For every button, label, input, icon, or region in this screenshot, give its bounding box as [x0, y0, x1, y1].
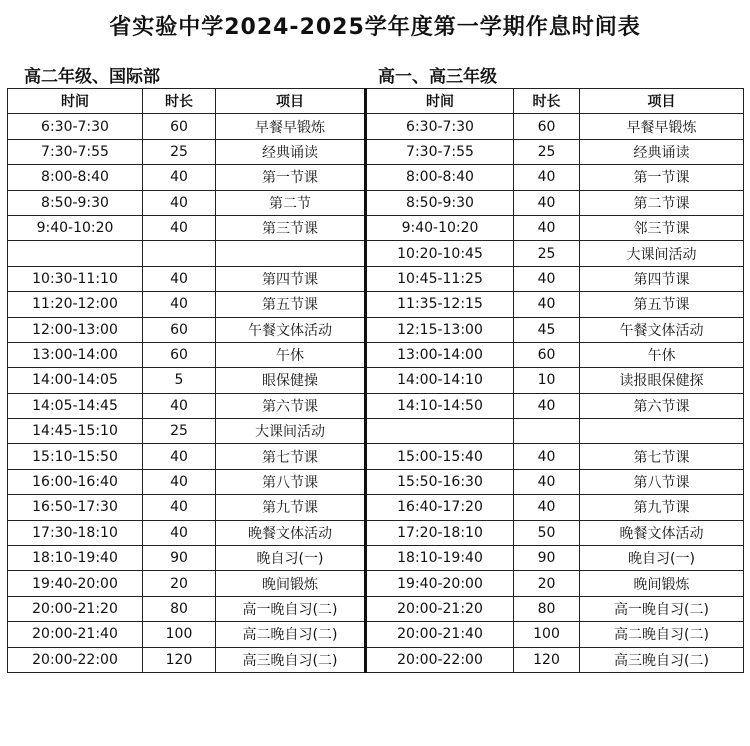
right-time-cell: 16:40-17:20	[366, 495, 514, 520]
right-duration-cell: 25	[514, 241, 580, 266]
left-duration-cell: 20	[143, 571, 216, 596]
right-item-cell: 早餐早锻炼	[580, 114, 744, 139]
left-item-cell: 第七节课	[216, 444, 366, 469]
left-duration-cell: 120	[143, 647, 216, 672]
right-time-cell: 14:00-14:10	[366, 368, 514, 393]
left-duration-cell: 100	[143, 622, 216, 647]
left-time-cell: 20:00-22:00	[8, 647, 143, 672]
right-item-cell: 邻三节课	[580, 215, 744, 240]
right-time-cell: 9:40-10:20	[366, 215, 514, 240]
right-time-cell: 10:45-11:25	[366, 266, 514, 291]
left-item-cell: 晚自习(一)	[216, 546, 366, 571]
right-duration-cell: 80	[514, 596, 580, 621]
right-duration-cell: 40	[514, 469, 580, 494]
left-group-label: 高二年级、国际部	[24, 67, 160, 87]
left-time-cell: 15:10-15:50	[8, 444, 143, 469]
right-time-cell: 7:30-7:55	[366, 139, 514, 164]
right-item-cell: 第七节课	[580, 444, 744, 469]
left-duration-cell: 60	[143, 342, 216, 367]
left-duration-cell: 40	[143, 495, 216, 520]
right-time-cell: 11:35-12:15	[366, 292, 514, 317]
table-row	[8, 241, 744, 266]
right-item-cell: 高二晚自习(二)	[580, 622, 744, 647]
right-item-header: 项目	[580, 89, 744, 114]
right-item-cell: 晚自习(一)	[580, 546, 744, 571]
right-duration-cell: 40	[514, 292, 580, 317]
table-row	[8, 317, 744, 342]
right-item-cell: 第一节课	[580, 165, 744, 190]
right-time-cell: 20:00-21:20	[366, 596, 514, 621]
left-time-header: 时间	[8, 89, 143, 114]
right-time-cell: 6:30-7:30	[366, 114, 514, 139]
left-duration-cell: 40	[143, 165, 216, 190]
right-item-cell: 第二节课	[580, 190, 744, 215]
left-duration-cell: 90	[143, 546, 216, 571]
left-duration-cell: 80	[143, 596, 216, 621]
left-duration-cell: 40	[143, 393, 216, 418]
right-item-cell: 第五节课	[580, 292, 744, 317]
right-duration-cell: 25	[514, 139, 580, 164]
left-duration-cell: 5	[143, 368, 216, 393]
table-row	[8, 495, 744, 520]
right-duration-header: 时长	[514, 89, 580, 114]
right-duration-cell	[514, 419, 580, 444]
right-duration-cell: 40	[514, 215, 580, 240]
left-item-cell: 晚间锻炼	[216, 571, 366, 596]
left-time-cell: 14:00-14:05	[8, 368, 143, 393]
left-duration-cell: 40	[143, 520, 216, 545]
right-duration-cell: 10	[514, 368, 580, 393]
left-time-cell	[8, 241, 143, 266]
right-time-cell: 15:50-16:30	[366, 469, 514, 494]
left-item-cell: 第六节课	[216, 393, 366, 418]
right-item-cell: 高一晚自习(二)	[580, 596, 744, 621]
right-time-header: 时间	[366, 89, 514, 114]
left-duration-cell: 25	[143, 419, 216, 444]
right-time-cell	[366, 419, 514, 444]
right-item-cell: 第六节课	[580, 393, 744, 418]
left-duration-cell: 40	[143, 190, 216, 215]
left-time-cell: 13:00-14:00	[8, 342, 143, 367]
right-item-cell: 午餐文体活动	[580, 317, 744, 342]
left-item-cell: 眼保健操	[216, 368, 366, 393]
left-duration-cell: 40	[143, 469, 216, 494]
right-item-cell: 第九节课	[580, 495, 744, 520]
left-item-cell: 经典诵读	[216, 139, 366, 164]
left-item-cell: 第二节	[216, 190, 366, 215]
left-time-cell: 11:20-12:00	[8, 292, 143, 317]
left-time-cell: 18:10-19:40	[8, 546, 143, 571]
right-item-cell: 读报眼保健探	[580, 368, 744, 393]
right-duration-cell: 60	[514, 342, 580, 367]
left-time-cell: 7:30-7:55	[8, 139, 143, 164]
table-row	[8, 215, 744, 240]
left-item-cell: 午休	[216, 342, 366, 367]
left-time-cell: 16:00-16:40	[8, 469, 143, 494]
right-duration-cell: 40	[514, 266, 580, 291]
left-duration-cell: 25	[143, 139, 216, 164]
left-time-cell: 9:40-10:20	[8, 215, 143, 240]
left-time-cell: 8:50-9:30	[8, 190, 143, 215]
right-duration-cell: 45	[514, 317, 580, 342]
left-time-cell: 19:40-20:00	[8, 571, 143, 596]
right-item-cell	[580, 419, 744, 444]
table-row	[8, 647, 744, 672]
table-row	[8, 114, 744, 139]
left-item-cell: 晚餐文体活动	[216, 520, 366, 545]
right-time-cell: 19:40-20:00	[366, 571, 514, 596]
right-item-cell: 第八节课	[580, 469, 744, 494]
left-duration-cell: 40	[143, 266, 216, 291]
table-row	[8, 368, 744, 393]
right-time-cell: 8:00-8:40	[366, 165, 514, 190]
right-time-cell: 20:00-22:00	[366, 647, 514, 672]
table-row	[8, 419, 744, 444]
table-row	[8, 546, 744, 571]
left-item-cell	[216, 241, 366, 266]
table-row	[8, 393, 744, 418]
right-item-cell: 午休	[580, 342, 744, 367]
right-item-cell: 晚间锻炼	[580, 571, 744, 596]
left-duration-cell	[143, 241, 216, 266]
left-time-cell: 10:30-11:10	[8, 266, 143, 291]
right-item-cell: 晚餐文体活动	[580, 520, 744, 545]
left-item-cell: 第九节课	[216, 495, 366, 520]
right-duration-cell: 40	[514, 190, 580, 215]
right-duration-cell: 40	[514, 165, 580, 190]
table-row	[8, 469, 744, 494]
left-item-cell: 高二晚自习(二)	[216, 622, 366, 647]
left-item-cell: 午餐文体活动	[216, 317, 366, 342]
table-row	[8, 165, 744, 190]
right-time-cell: 8:50-9:30	[366, 190, 514, 215]
left-duration-cell: 40	[143, 292, 216, 317]
left-item-cell: 大课间活动	[216, 419, 366, 444]
left-item-cell: 第八节课	[216, 469, 366, 494]
right-time-cell: 18:10-19:40	[366, 546, 514, 571]
table-row	[8, 292, 744, 317]
left-item-cell: 高一晚自习(二)	[216, 596, 366, 621]
left-time-cell: 6:30-7:30	[8, 114, 143, 139]
right-time-cell: 15:00-15:40	[366, 444, 514, 469]
left-item-cell: 高三晚自习(二)	[216, 647, 366, 672]
left-item-cell: 早餐早锻炼	[216, 114, 366, 139]
left-time-cell: 16:50-17:30	[8, 495, 143, 520]
right-duration-cell: 60	[514, 114, 580, 139]
right-duration-cell: 40	[514, 495, 580, 520]
right-item-cell: 大课间活动	[580, 241, 744, 266]
left-item-cell: 第五节课	[216, 292, 366, 317]
table-row	[8, 342, 744, 367]
left-duration-header: 时长	[143, 89, 216, 114]
schedule-table	[7, 88, 744, 673]
right-duration-cell: 120	[514, 647, 580, 672]
left-time-cell: 12:00-13:00	[8, 317, 143, 342]
left-duration-cell: 60	[143, 317, 216, 342]
left-time-cell: 14:45-15:10	[8, 419, 143, 444]
right-duration-cell: 40	[514, 444, 580, 469]
right-time-cell: 14:10-14:50	[366, 393, 514, 418]
table-row	[8, 520, 744, 545]
table-row	[8, 571, 744, 596]
header-row	[8, 89, 744, 114]
left-duration-cell: 40	[143, 215, 216, 240]
left-item-cell: 第四节课	[216, 266, 366, 291]
page-title: 省实验中学2024-2025学年度第一学期作息时间表	[109, 15, 641, 40]
right-duration-cell: 90	[514, 546, 580, 571]
right-item-cell: 第四节课	[580, 266, 744, 291]
right-time-cell: 10:20-10:45	[366, 241, 514, 266]
left-item-cell: 第三节课	[216, 215, 366, 240]
right-time-cell: 20:00-21:40	[366, 622, 514, 647]
right-item-cell: 高三晚自习(二)	[580, 647, 744, 672]
table-row	[8, 139, 744, 164]
left-time-cell: 20:00-21:20	[8, 596, 143, 621]
right-duration-cell: 40	[514, 393, 580, 418]
table-row	[8, 190, 744, 215]
right-duration-cell: 20	[514, 571, 580, 596]
table-row	[8, 266, 744, 291]
right-duration-cell: 100	[514, 622, 580, 647]
left-time-cell: 20:00-21:40	[8, 622, 143, 647]
left-item-header: 项目	[216, 89, 366, 114]
right-group-label: 高一、高三年级	[378, 67, 497, 87]
right-time-cell: 13:00-14:00	[366, 342, 514, 367]
left-item-cell: 第一节课	[216, 165, 366, 190]
table-row	[8, 596, 744, 621]
left-duration-cell: 60	[143, 114, 216, 139]
right-time-cell: 17:20-18:10	[366, 520, 514, 545]
table-row	[8, 444, 744, 469]
right-item-cell: 经典诵读	[580, 139, 744, 164]
left-time-cell: 17:30-18:10	[8, 520, 143, 545]
table-row	[8, 622, 744, 647]
right-duration-cell: 50	[514, 520, 580, 545]
left-time-cell: 14:05-14:45	[8, 393, 143, 418]
left-duration-cell: 40	[143, 444, 216, 469]
left-time-cell: 8:00-8:40	[8, 165, 143, 190]
right-time-cell: 12:15-13:00	[366, 317, 514, 342]
